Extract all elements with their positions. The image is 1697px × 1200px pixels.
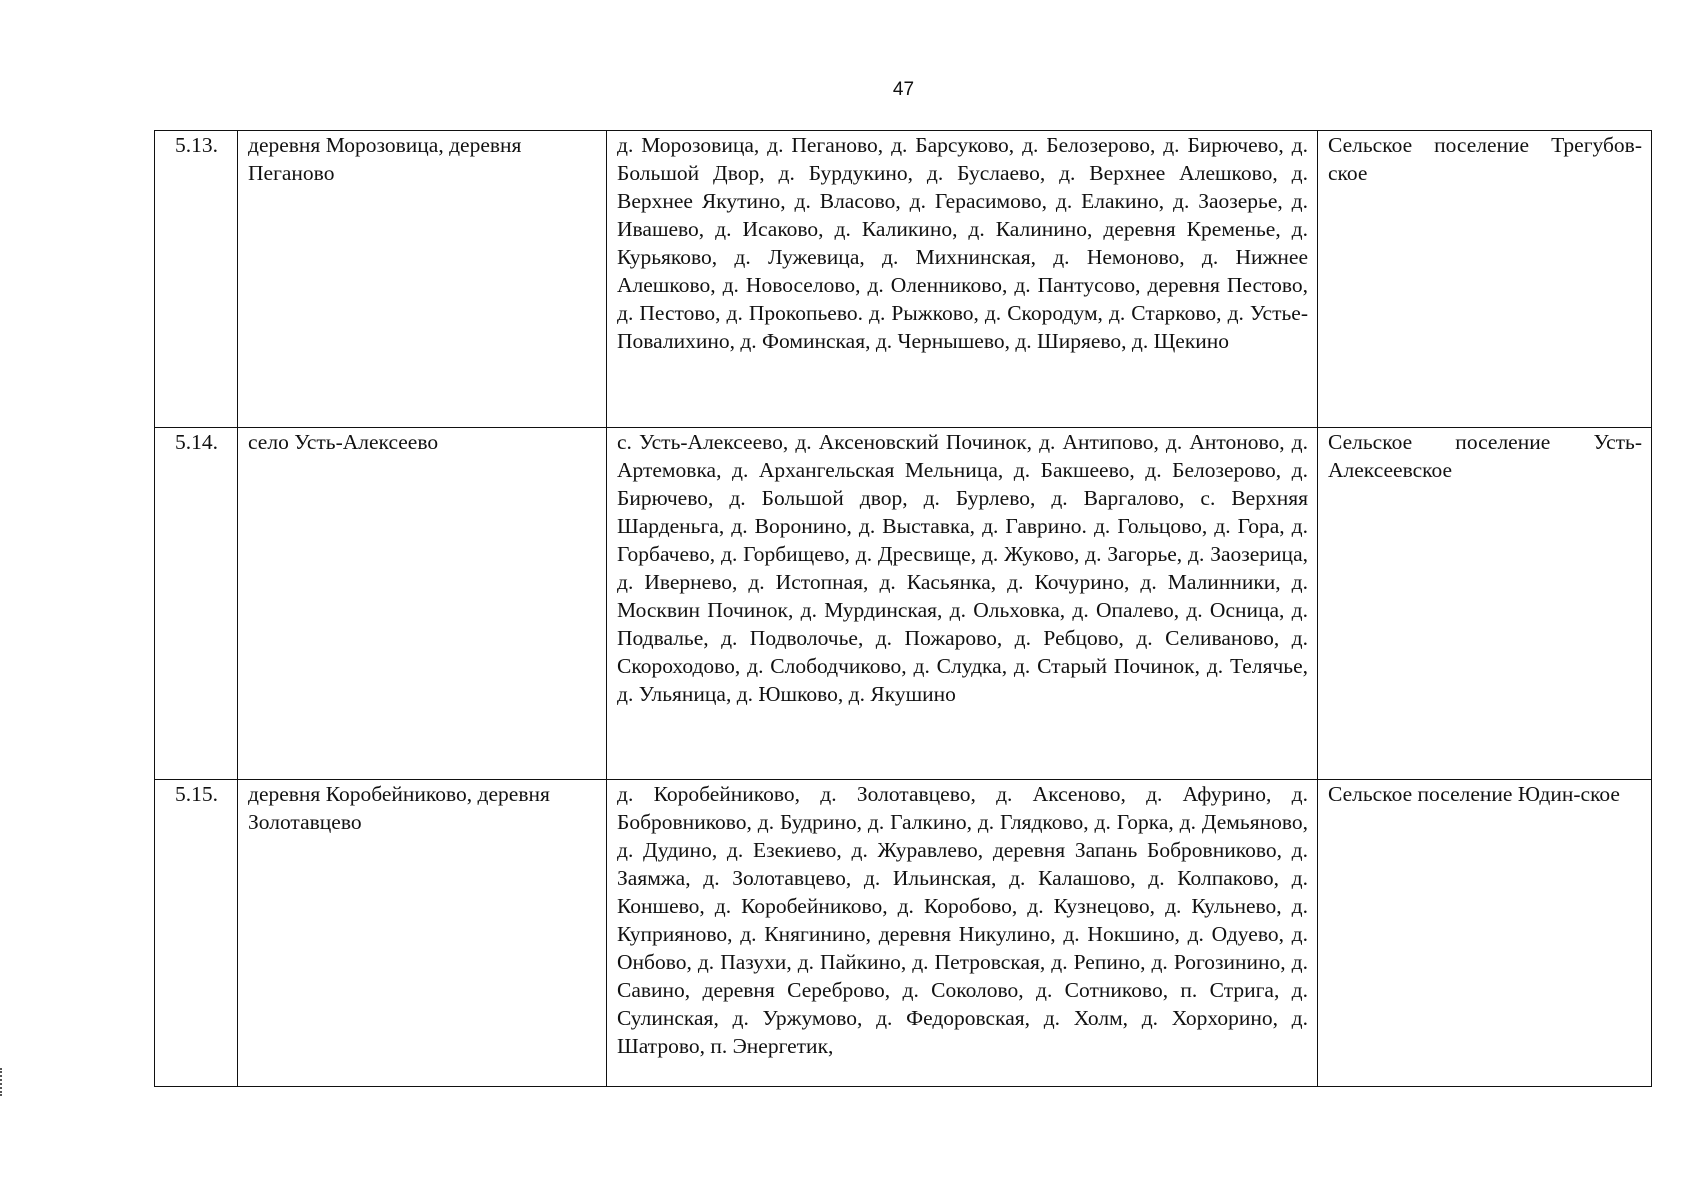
villages-list: д. Морозовица, д. Пеганово, д. Барсуково, д. Белозерово, д. Бирючево, д. Большой Двор, д. Бурдукино, д. Буслаево, д. Верхнее Алешково, д. Верхнее Якутино, д. Власово, д. Герасимово, д. Елакино, д. Заозерье, д. Ивашево, д. Исаково, д. Каликино, д. Калинино, деревня Кременье, д. Курьяково, д. Лужевица, д. Михнинская, д. Немоново, д. Нижнее Алешково, д. Новоселово, д. Оленниково, д. Пантусово, деревня Пестово, д. Пестово, д. Прокопьево. д. Рыжково, д. Скородум, д. Старково, д. Устье-Повалихино, д. Фоминская, д. Чернышево, д. Ширяево, д. Щекино — [617, 133, 1308, 353]
admin-center: деревня Коробейниково, деревня Золотавцево — [248, 782, 550, 834]
row-number-cell — [155, 780, 238, 1087]
table-row — [155, 780, 1652, 1087]
table-row — [155, 428, 1652, 780]
villages-list: д. Коробейниково, д. Золотавцево, д. Аксеново, д. Афурино, д. Бобровниково, д. Будрино, д. Галкино, д. Глядково, д. Горка, д. Демьяново, д. Дудино, д. Езекиево, д. Журавлево, деревня Запань Бобровниково, д. Заямжа, д. Золотавцево, д. Ильинская, д. Калашово, д. Колпаково, д. Коншево, д. Коробейниково, д. Коробово, д. Кузнецово, д. Кульнево, д. Куприяново, д. Княгинино, деревня Никулино, д. Нокшино, д. Одуево, д. Онбово, д. Пазухи, д. Пайкино, д. Петровская, д. Репино, д. Рогозинино, д. Савино, деревня Сереброво, д. Соколово, д. Сотниково, п. Стрига, д. Сулинская, д. Уржумово, д. Федоровская, д. Холм, д. Хорхорино, д. Шатрово, п. Энергетик, — [617, 782, 1308, 1058]
municipality-cell — [1318, 780, 1652, 1087]
municipality-cell — [1318, 428, 1652, 780]
villages-list: с. Усть-Алексеево, д. Аксеновский Починок, д. Антипово, д. Антоново, д. Артемовка, д. Архангельская Мельница, д. Бакшеево, д. Белозерово, д. Бирючево, д. Большой двор, д. Бурлево, д. Варгалово, с. Верхняя Шарденьга, д. Воронино, д. Выставка, д. Гаврино. д. Гольцово, д. Гора, д. Горбачево, д. Горбищево, д. Дресвище, д. Жуково, д. Загорье, д. Заозерица, д. Ивернево, д. Истопная, д. Касьянка, д. Кочурино, д. Малинники, д. Москвин Починок, д. Мурдинская, д. Ольховка, д. Опалево, д. Осница, д. Подвалье, д. Подволочье, д. Пожарово, д. Ребцово, д. Селиваново, д. Скороходово, д. Слободчиково, д. Слудка, д. Старый Починок, д. Телячье, д. Ульяница, д. Юшково, д. Якушино — [617, 430, 1308, 706]
admin-center-cell — [238, 780, 607, 1087]
settlements-table — [154, 130, 1652, 1087]
municipality-name: Сельское поселение Юдин-ское — [1328, 782, 1620, 806]
municipality-name: Сельское поселение Усть-Алексеевское — [1328, 430, 1642, 482]
row-number: 5.15. — [175, 782, 218, 806]
row-number-cell — [155, 428, 238, 780]
table-row — [155, 131, 1652, 428]
admin-center: деревня Морозовица, деревня Пеганово — [248, 133, 522, 185]
page-number: 47 — [892, 79, 915, 100]
villages-cell — [607, 131, 1318, 428]
admin-center-cell — [238, 131, 607, 428]
admin-center-cell — [238, 428, 607, 780]
municipality-cell — [1318, 131, 1652, 428]
row-number: 5.14. — [175, 430, 218, 454]
row-number: 5.13. — [175, 133, 218, 157]
municipality-name: Сельское поселение Трегубов-ское — [1328, 133, 1642, 185]
row-number-cell — [155, 131, 238, 428]
admin-center: село Усть-Алексеево — [248, 430, 439, 454]
scan-edge-mark — [0, 1068, 5, 1096]
villages-cell — [607, 780, 1318, 1087]
villages-cell — [607, 428, 1318, 780]
